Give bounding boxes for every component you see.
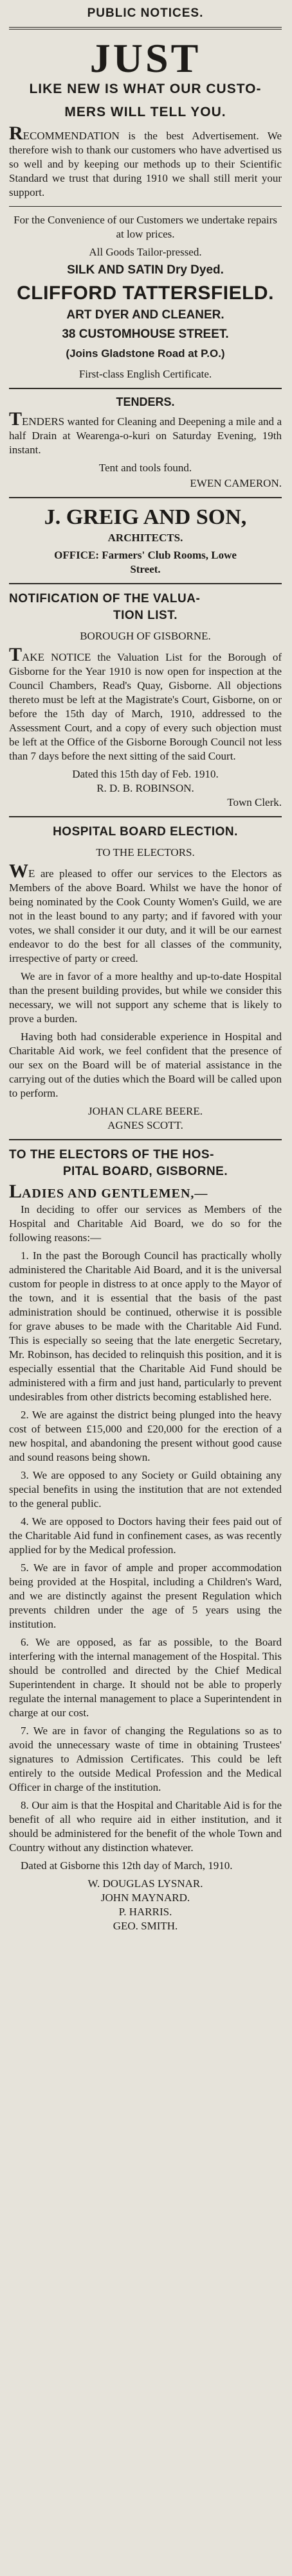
reason-item: 2. We are against the district being plunged into the heavy cost of between £15,000 and £20,000 for the erection of a new hospital, and abandoning the present without good cause and sound reasons being shown. [9, 1409, 282, 1463]
valuation-heading-line1: NOTIFICATION OF THE VALUA- [9, 592, 201, 605]
reason-item: 5. We are in favor of ample and proper accommodation being provided at the Hospital, including a Children's Ward, and we are distinctly against the present Regulation which prevents children under the age of 5 years using the institution. [9, 1562, 282, 1630]
architects-office-line2: Street. [130, 563, 161, 575]
hospital-election-p2: We are in favor of a more healthy and up-to-date Hospital than the present building provides, but while we consider this necessary, we will not support any scheme that is likely to prove a burden. [9, 970, 282, 1025]
hospital-election-heading: HOSPITAL BOARD ELECTION. [53, 825, 238, 839]
hospital-election-sig1: JOHAN CLARE BEERE. [87, 1105, 203, 1117]
architects-name: J. GREIG AND SON, [44, 505, 247, 529]
certificate-text: First-class English Certificate. [78, 368, 212, 380]
goods-text: All Goods Tailor-pressed. [89, 246, 202, 258]
tenders-tent: Tent and tools found. [98, 462, 192, 474]
tenders-text: ENDERS wanted for Cleaning and Deepening a mile and a half Drain at Wearenga-o-kuri on Saturday Evening, 19th instant. [9, 415, 282, 456]
electors-sig2: JOHN MAYNARD. [100, 1892, 190, 1904]
divider [9, 497, 282, 498]
reason-item: 1. In the past the Borough Council has practically wholly administered the Charitable Aid Board, and it is the universal custom for people in distress to at once apply to the Mayor of the town, and it is essential that the basis of the past administration should be continued, otherwise it is possible for grave abuses to be made with the Charitable Aid Fund. This is especially so seeing that the late energetic Secretary, Mr. Robinson, has decided to relinquish this position, and it is especially essential that the Charitable Aid Fund should be administered with a firm and just hand, particularly to prevent undesirables from other districts becoming established here. [9, 1249, 282, 1403]
joins-text: (Joins Gladstone Road at P.O.) [66, 347, 225, 360]
divider [9, 388, 282, 389]
valuation-title: Town Clerk. [227, 796, 282, 808]
hospital-election-p3: Having both had considerable experience in Hospital and Charitable Aid work, we feel confident that the presence of our sex on the Board will be of material assistance in the carrying out of the duties which the Board will be called upon to perform. [9, 1031, 282, 1099]
recommendation-text: ECOMMENDATION is the best Advertisement. We therefore wish to thank our customers who have advertised us so well and by keeping our methods up to their Scientific Standard we trust that during 1910 we shall still merit your support. [9, 130, 282, 198]
valuation-signature: R. D. B. ROBINSON. [96, 782, 194, 794]
architects-role: ARCHITECTS. [107, 532, 183, 544]
electors-heading-line1: TO THE ELECTORS OF THE HOS- [9, 1148, 214, 1162]
dropcap: T [9, 408, 23, 430]
divider [9, 206, 282, 207]
like-new-line-2: MERS WILL TELL YOU. [64, 105, 226, 119]
divider [9, 583, 282, 584]
art-dyer-text: ART DYER AND CLEANER. [66, 308, 224, 322]
divider [9, 816, 282, 817]
electors-heading [9, 1147, 282, 1180]
tenders-signature: EWEN CAMERON. [190, 477, 282, 489]
valuation-text: AKE NOTICE the Valuation List for the Borough of Gisborne for the Year 1910 is now open for inspection at the Council Chambers, Read's Quay, Gisborne. All objections thereto must be left at the Magistrate's Court, Gisborne, on or before the 15th day of March, 1910, addressed to the Assessment Court, and a copy of every such objection must be left at the Office of the Gisborne Borough Council not less than 7 days before the next sitting of the said Court. [9, 651, 282, 762]
reason-item: 4. We are opposed to Doctors having their fees paid out of the Charitable Aid fund in confinement cases, as was recently applied for by the Medical profession. [9, 1515, 282, 1556]
reason-item: 7. We are in favor of changing the Regulations so as to avoid the unnecessary waste of time in obtaining Trustees' signatures to Admission Certificates. This could be left entirely to the outside Medical Profession and the Medical Officer in charge of the institution. [9, 1725, 282, 1793]
reason-item: 6. We are opposed, as far as possible, to the Board interfering with the internal management of the Hospital. This should be controlled and directed by the Chief Medical Superintendent in charge. It should not be able to properly regulate the internal management to place a Superintendent in charge at our cost. [9, 1636, 282, 1719]
dropcap: T [9, 644, 23, 665]
electors-salutation [9, 1181, 282, 1202]
electors-dated: Dated at Gisborne this 12th day of March, 1910. [21, 1859, 233, 1872]
borough-line: BOROUGH OF GISBORNE. [80, 630, 211, 642]
clifford-tattersfield-title: CLIFFORD TATTERSFIELD. [17, 283, 274, 304]
reason-item: 3. We are opposed to any Society or Guild obtaining any special benefits in using the institution that are not extended to the general public. [9, 1469, 282, 1510]
electors-sig4: GEO. SMITH. [113, 1920, 178, 1932]
like-new-line-1: LIKE NEW IS WHAT OUR CUSTO- [29, 82, 262, 96]
divider [9, 27, 282, 30]
tenders-paragraph [9, 408, 282, 457]
recommendation-paragraph [9, 123, 282, 200]
dropcap: L [9, 1181, 23, 1202]
public-notices-heading: PUBLIC NOTICES. [87, 6, 204, 20]
hospital-election-p1-text: E are pleased to offer our services to the Electors as Members of the above Board. Whilst we have the honor of being nominated by the Cook County Women's Guild, we are not in the least bound to any party; and if favored with your votes, we shall consider it our duty, and it will be our earnest endeavor to do the best for all classes of the community, irrespective of party or creed. [9, 867, 282, 964]
hospital-election-p1 [9, 860, 282, 966]
street-text: 38 CUSTOMHOUSE STREET. [62, 327, 229, 341]
valuation-dated: Dated this 15th day of Feb. 1910. [72, 768, 219, 780]
just-headline: JUST [89, 35, 201, 81]
electors-sig1: W. DOUGLAS LYSNAR. [87, 1877, 203, 1890]
electors-heading-line2: PITAL BOARD, GISBORNE. [62, 1165, 228, 1178]
architects-office-line1: OFFICE: Farmers' Club Rooms, Lowe [54, 549, 237, 561]
dropcap: W [9, 860, 28, 882]
dropcap: R [9, 123, 23, 144]
valuation-paragraph [9, 644, 282, 763]
valuation-heading [9, 591, 282, 624]
salutation-text: ADIES AND GENTLEMEN,— [22, 1187, 208, 1201]
valuation-heading-line2: TION LIST. [113, 609, 178, 622]
electors-sig3: P. HARRIS. [118, 1906, 172, 1918]
silk-text: SILK AND SATIN Dry Dyed. [67, 263, 224, 277]
hospital-election-sig2: AGNES SCOTT. [107, 1119, 183, 1131]
tenders-heading: TENDERS. [116, 396, 175, 408]
convenience-text: For the Convenience of our Customers we undertake repairs at low prices. [14, 214, 277, 240]
hospital-election-to: TO THE ELECTORS. [96, 846, 195, 858]
divider [9, 1139, 282, 1140]
reason-item: 8. Our aim is that the Hospital and Charitable Aid is for the benefit of all who require aid in either institution, and it should be administered for the benefit of the whole Town and Country without any distinction whatever. [9, 1799, 282, 1854]
electors-reasons-list [9, 1249, 282, 1855]
electors-intro: In deciding to offer our services as Members of the Hospital and Charitable Aid Board, we do so for the following reasons:— [9, 1203, 282, 1244]
